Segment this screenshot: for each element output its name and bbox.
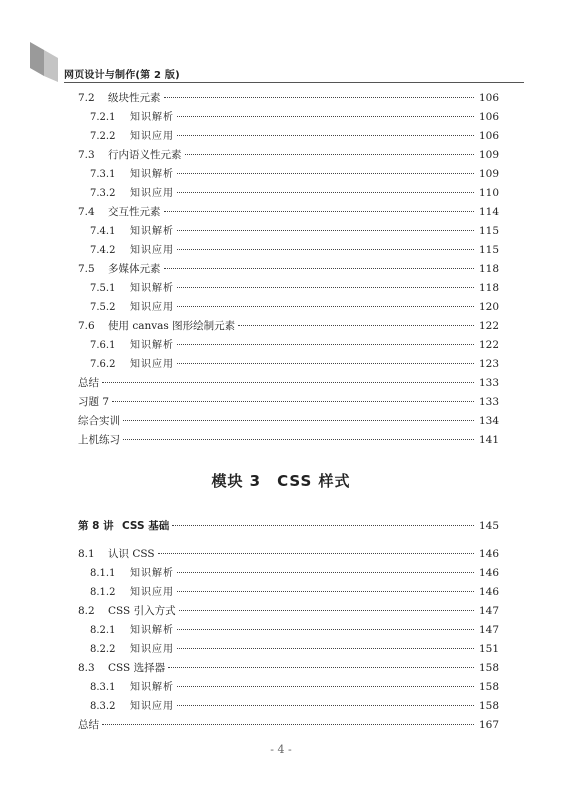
toc-subsection-entry[interactable] [90,623,499,638]
toc-number: 7.6.2 [90,359,116,370]
module-heading: 模块 3 CSS 样式 [211,472,351,490]
toc-page-number: 122 [478,320,499,332]
toc-page-number: 109 [478,149,499,161]
toc-subsection-entry[interactable] [90,281,499,296]
toc-subsection-entry[interactable] [90,642,499,657]
toc-title: 多媒体元素 [108,263,161,275]
toc-page-number: 110 [478,187,499,199]
toc-number: 7.2.1 [90,112,116,123]
dot-leader [177,306,474,307]
toc-page-number: 123 [478,358,499,370]
dot-leader [123,420,474,421]
toc-number: 8.3 [78,662,95,674]
toc-lesson-entry[interactable] [78,519,499,533]
toc-page-number: 147 [478,624,499,636]
toc-section-entry[interactable] [78,91,499,105]
toc-misc-entry[interactable] [78,414,499,428]
dot-leader [177,648,474,649]
toc-page-number: 133 [478,377,499,389]
toc-page-number: 167 [478,719,499,731]
toc-number: 8.1 [78,548,95,560]
toc-number: 7.3.2 [90,188,116,199]
toc-subsection-entry[interactable] [90,357,499,372]
toc-title: CSS 选择器 [108,662,166,674]
toc-title: 知识解析 [130,283,174,294]
toc-title: 知识解析 [130,169,174,180]
toc-number: 7.4.2 [90,245,116,256]
toc-title: 知识应用 [130,302,174,313]
toc-section-entry[interactable] [78,604,499,618]
toc-page-number: 158 [478,662,499,674]
toc-title: 总结 [78,377,99,389]
toc-subsection-entry[interactable] [90,699,499,714]
toc-subsection-entry[interactable] [90,300,499,315]
toc-page-number: 106 [478,130,499,142]
toc-title: 知识解析 [130,625,174,636]
dot-leader [179,610,474,611]
dot-leader [177,572,474,573]
dot-leader [177,705,474,706]
toc-title: 知识应用 [130,131,174,142]
toc-section-entry[interactable] [78,205,499,219]
dot-leader [177,344,474,345]
toc-title: 知识应用 [130,245,174,256]
toc-number: 7.5.1 [90,283,116,294]
toc-subsection-entry[interactable] [90,186,499,201]
dot-leader [112,401,474,402]
toc-section-entry[interactable] [78,547,499,561]
running-header-title: 网页设计与制作(第 2 版) [64,70,180,81]
toc-subsection-entry[interactable] [90,243,499,258]
toc-title: 总结 [78,719,99,731]
lesson-title: CSS 基础 [122,520,170,532]
dot-leader [177,173,474,174]
dot-leader [177,629,474,630]
toc-number: 7.4.1 [90,226,116,237]
lesson-number: 第 8 讲 [78,520,114,532]
toc-number: 8.1.1 [90,568,116,579]
toc-title: 知识应用 [130,644,174,655]
toc-subsection-entry[interactable] [90,129,499,144]
toc-subsection-entry[interactable] [90,566,499,581]
toc-page-number: 115 [478,225,499,237]
dot-leader [177,591,474,592]
toc-page-number: 146 [478,586,499,598]
toc-title: 知识解析 [130,112,174,123]
toc-misc-entry[interactable] [78,433,499,447]
dot-leader [177,135,474,136]
toc-number: 7.3 [78,149,95,161]
toc-subsection-entry[interactable] [90,110,499,125]
dot-leader [177,230,474,231]
toc-section-entry[interactable] [78,148,499,162]
toc-page-number: 122 [478,339,499,351]
toc-number: 8.3.1 [90,682,116,693]
toc-page-number: 115 [478,244,499,256]
toc-title: 知识解析 [130,340,174,351]
toc-title: 知识解析 [130,568,174,579]
toc-number: 7.4 [78,206,95,218]
dot-leader [164,211,475,212]
toc-page-number: 118 [478,263,499,275]
toc-misc-entry[interactable] [78,395,499,409]
toc-subsection-entry[interactable] [90,680,499,695]
toc-title: 级块性元素 [108,92,161,104]
dot-leader [238,325,474,326]
toc-misc-entry[interactable] [78,718,499,732]
toc-number: 7.6 [78,320,95,332]
dot-leader [158,553,474,554]
toc-title: 使用 canvas 图形绘制元素 [108,320,236,332]
toc-page-number: 146 [478,548,499,560]
dot-leader [177,116,474,117]
toc-page-number: 114 [478,206,499,218]
toc-page-number: 109 [478,168,499,180]
toc-page-number: 133 [478,396,499,408]
dot-leader [123,439,474,440]
toc-title: 知识应用 [130,701,174,712]
toc-number: 7.2 [78,92,95,104]
toc-title: 行内语义性元素 [108,149,182,161]
toc-page-number: 118 [478,282,499,294]
dot-leader [164,268,475,269]
dot-leader [172,525,474,526]
lesson-page: 145 [478,520,499,532]
dot-leader [168,667,474,668]
toc-title: 知识解析 [130,682,174,693]
toc-title: 知识应用 [130,587,174,598]
toc-number: 8.2.1 [90,625,116,636]
toc-number: 8.3.2 [90,701,116,712]
toc-number: 8.2.2 [90,644,116,655]
toc-misc-entry[interactable] [78,376,499,390]
dot-leader [177,287,474,288]
header-rule [64,82,524,83]
dot-leader [177,686,474,687]
toc-page-number: 158 [478,700,499,712]
dot-leader [164,97,475,98]
dot-leader [185,154,475,155]
toc-page-number: 106 [478,92,499,104]
toc-number: 7.3.1 [90,169,116,180]
toc-page-number: 158 [478,681,499,693]
toc-title: 知识应用 [130,188,174,199]
toc-number: 7.5 [78,263,95,275]
toc-page-number: 151 [478,643,499,655]
dot-leader [177,249,474,250]
toc-section-entry[interactable] [78,661,499,675]
toc-title: 知识应用 [130,359,174,370]
toc-title: 上机练习 [78,434,120,446]
toc-page-number: 120 [478,301,499,313]
toc-title: 综合实训 [78,415,120,427]
toc-subsection-entry[interactable] [90,224,499,239]
toc-section-entry[interactable] [78,262,499,276]
toc-number: 7.2.2 [90,131,116,142]
dot-leader [177,363,474,364]
toc-page-number: 146 [478,567,499,579]
toc-title: 交互性元素 [108,206,161,218]
toc-page-number: 141 [478,434,499,446]
dot-leader [102,724,474,725]
toc-number: 7.5.2 [90,302,116,313]
toc-number: 8.1.2 [90,587,116,598]
toc-subsection-entry[interactable] [90,167,499,182]
dot-leader [177,192,474,193]
toc-title: 认识 CSS [108,548,155,560]
toc-subsection-entry[interactable] [90,585,499,600]
toc-section-entry[interactable] [78,319,499,333]
toc-page-number: 134 [478,415,499,427]
toc-title: 习题 7 [78,396,110,408]
toc-title: 知识解析 [130,226,174,237]
toc-page-number: 147 [478,605,499,617]
page-number: - 4 - [270,743,292,756]
toc-number: 7.6.1 [90,340,116,351]
toc-title: CSS 引入方式 [108,605,176,617]
toc-page-number: 106 [478,111,499,123]
toc-subsection-entry[interactable] [90,338,499,353]
dot-leader [102,382,474,383]
toc-number: 8.2 [78,605,95,617]
